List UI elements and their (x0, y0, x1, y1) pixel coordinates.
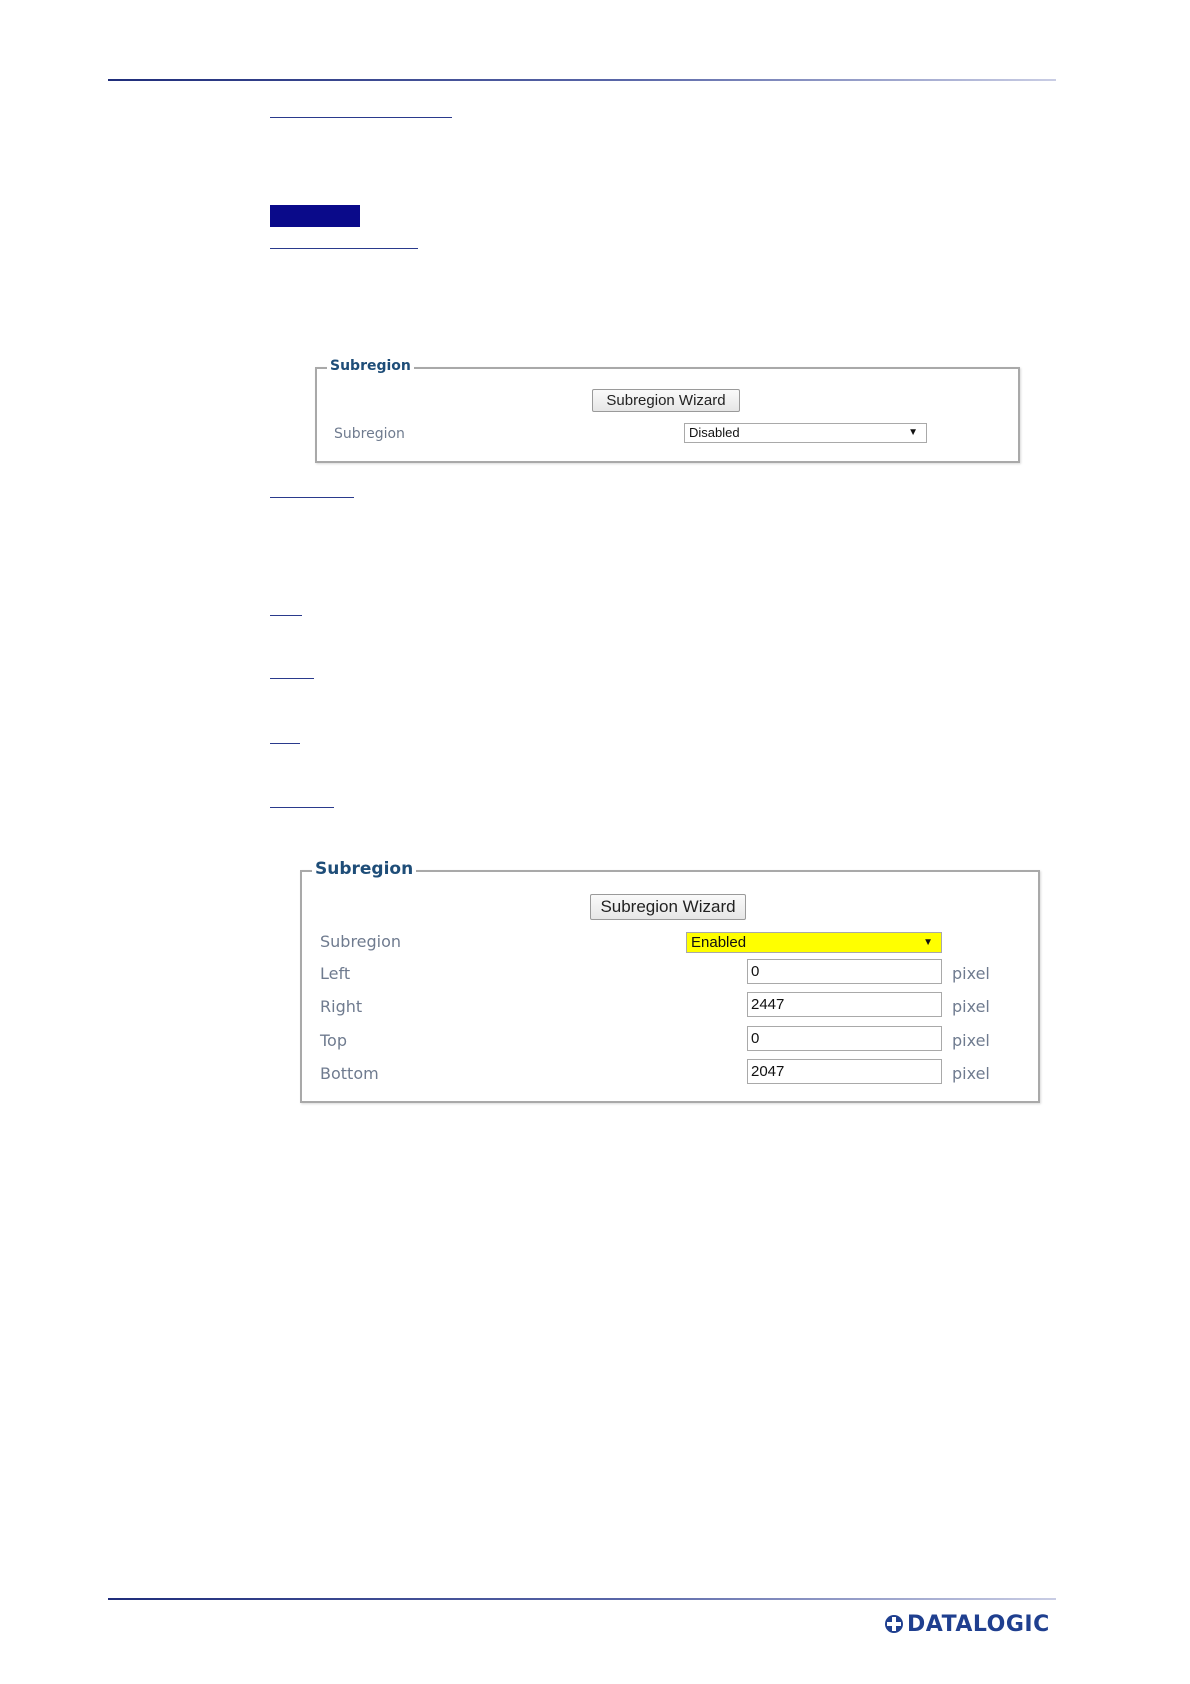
panel-legend: Subregion (312, 859, 416, 879)
bottom-unit: pixel (952, 1064, 990, 1083)
subregion-panel-disabled (315, 358, 1020, 463)
left-link-underline[interactable] (270, 615, 302, 616)
top-link-underline[interactable] (270, 743, 300, 744)
highlighted-heading-block (270, 205, 360, 227)
right-label: Right (320, 997, 363, 1016)
right-unit: pixel (952, 997, 990, 1016)
subregion-select-value: Enabled (691, 934, 747, 951)
chevron-down-icon: ▼ (923, 937, 933, 948)
panel-legend: Subregion (327, 358, 414, 374)
footer-rule (108, 1598, 1056, 1600)
subregion-select-value: Disabled (689, 425, 740, 440)
subregion-wizard-button[interactable]: Subregion Wizard (592, 389, 740, 412)
subregion-wizard-button[interactable]: Subregion Wizard (590, 894, 746, 920)
datalogic-logo (884, 1611, 1050, 1637)
header-rule (108, 79, 1056, 81)
subregion-panel-enabled (300, 859, 1040, 1103)
subregion-label: Subregion (334, 426, 405, 442)
bottom-label: Bottom (320, 1064, 379, 1083)
subregion-label: Subregion (320, 932, 402, 951)
right-input[interactable]: 2447 (747, 992, 942, 1017)
left-input[interactable]: 0 (747, 959, 942, 984)
subregion-select[interactable] (686, 932, 942, 953)
chevron-down-icon: ▼ (908, 427, 918, 438)
left-unit: pixel (952, 964, 990, 983)
left-label: Left (320, 964, 351, 983)
top-input[interactable]: 0 (747, 1026, 942, 1051)
logo-wordmark: DATALOGIC (907, 1611, 1050, 1637)
subregion-select[interactable] (684, 423, 927, 443)
section-link-underline[interactable] (270, 117, 452, 118)
right-link-underline[interactable] (270, 678, 314, 679)
bottom-link-underline[interactable] (270, 807, 334, 808)
bottom-input[interactable]: 2047 (747, 1059, 942, 1084)
param-link-underline[interactable] (270, 497, 354, 498)
top-unit: pixel (952, 1031, 990, 1050)
top-label: Top (320, 1031, 347, 1050)
topic-link-underline[interactable] (270, 248, 418, 249)
datalogic-mark-icon (884, 1614, 904, 1634)
